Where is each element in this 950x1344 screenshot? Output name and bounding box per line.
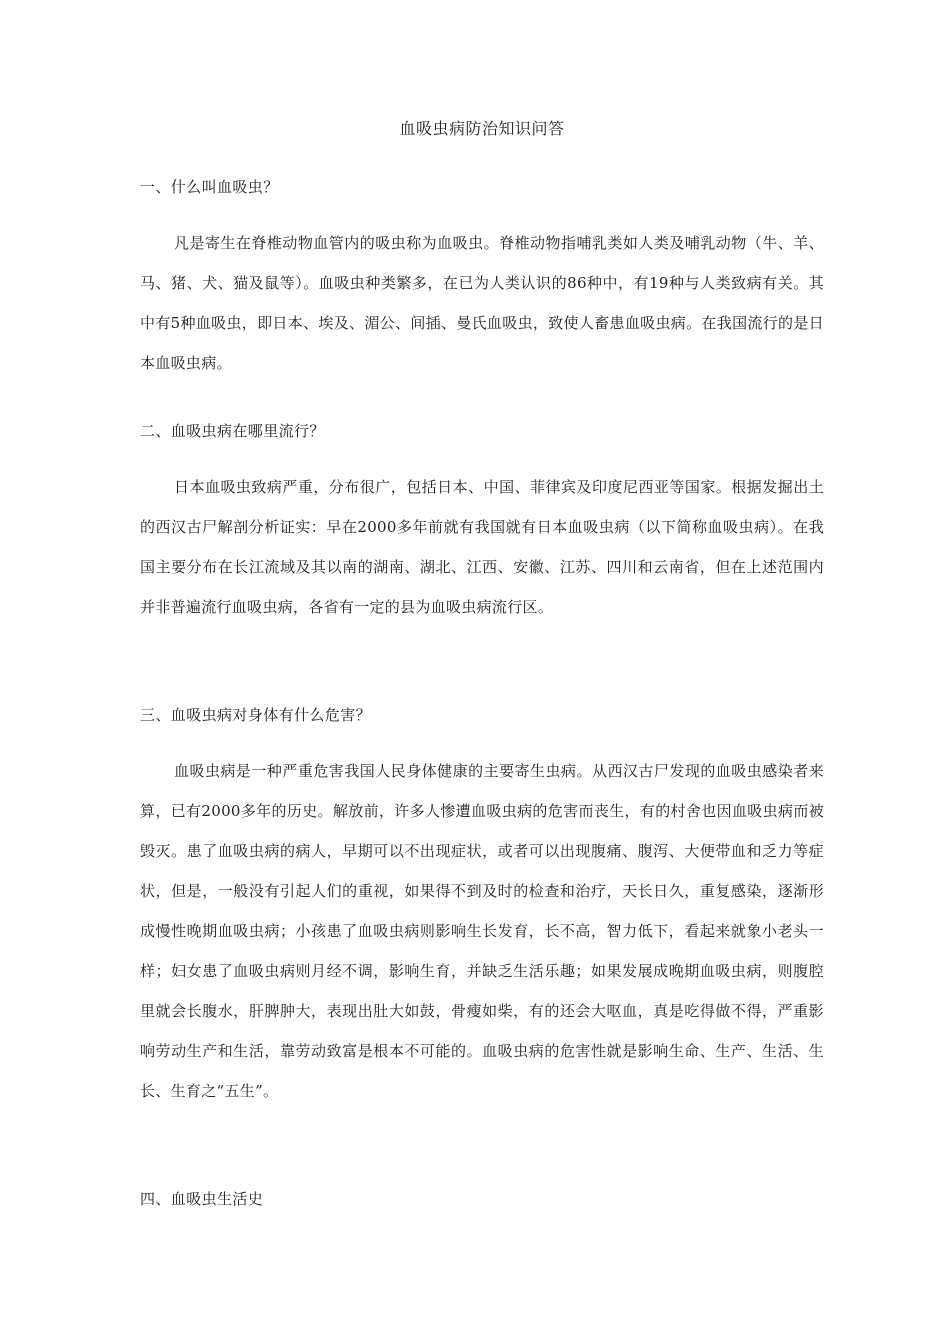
section-paragraph-1: 凡是寄生在脊椎动物血管内的吸虫称为血吸虫。脊椎动物指哺乳类如人类及哺乳动物（牛、羊、马、猪、犬、猫及鼠等）。血吸虫种类繁多，在已为人类认识的86种中，有19种与人类致病有关。其中有5种血吸虫，即日本、埃及、湄公、间插、曼氏血吸虫，致使人畜患血吸虫病。在我国流行的是日本血吸虫病。 (140, 234, 824, 372)
section-heading-2: 二、血吸虫病在哪里流行？ (140, 422, 325, 440)
section-heading-4: 四、血吸虫生活史 (140, 1190, 264, 1208)
section-heading-3: 三、血吸虫病对身体有什么危害？ (140, 706, 372, 724)
section-heading-1: 一、什么叫血吸虫？ (140, 178, 279, 196)
document-page (140, 0, 824, 1344)
document-title: 血吸虫病防治知识问答 (399, 119, 565, 138)
section-paragraph-3: 血吸虫病是一种严重危害我国人民身体健康的主要寄生虫病。从西汉古尸发现的血吸虫感染者来算，已有2000多年的历史。解放前，许多人惨遭血吸虫病的危害而丧生，有的村舍也因血吸虫病而被毁灭。患了血吸虫病的病人，早期可以不出现症状，或者可以出现腹痛、腹泻、大便带血和乏力等症状，但是，一般没有引起人们的重视，如果得不到及时的检查和治疗，天长日久，重复感染，逐渐形成慢性晚期血吸虫病；小孩患了血吸虫病则影响生长发育，长不高，智力低下，看起来就象小老头一样；妇女患了血吸虫病则月经不调，影响生育，并缺乏生活乐趣；如果发展成晚期血吸虫病，则腹腔里就会长腹水，肝脾肿大，表现出肚大如鼓，骨瘦如柴，有的还会大呕血，真是吃得做不得，严重影响劳动生产和生活，靠劳动致富是根本不可能的。血吸虫病的危害性就是影响生命、生产、生活、生长、生育之“五生”。 (140, 762, 824, 1100)
section-paragraph-2: 日本血吸虫致病严重，分布很广，包括日本、中国、菲律宾及印度尼西亚等国家。根据发掘出土的西汉古尸解剖分析证实：早在2000多年前就有我国就有日本血吸虫病（以下简称血吸虫病）。在我国主要分布在长江流域及其以南的湖南、湖北、江西、安徽、江苏、四川和云南省，但在上述范围内并非普遍流行血吸虫病，各省有一定的县为血吸虫病流行区。 (140, 478, 824, 616)
